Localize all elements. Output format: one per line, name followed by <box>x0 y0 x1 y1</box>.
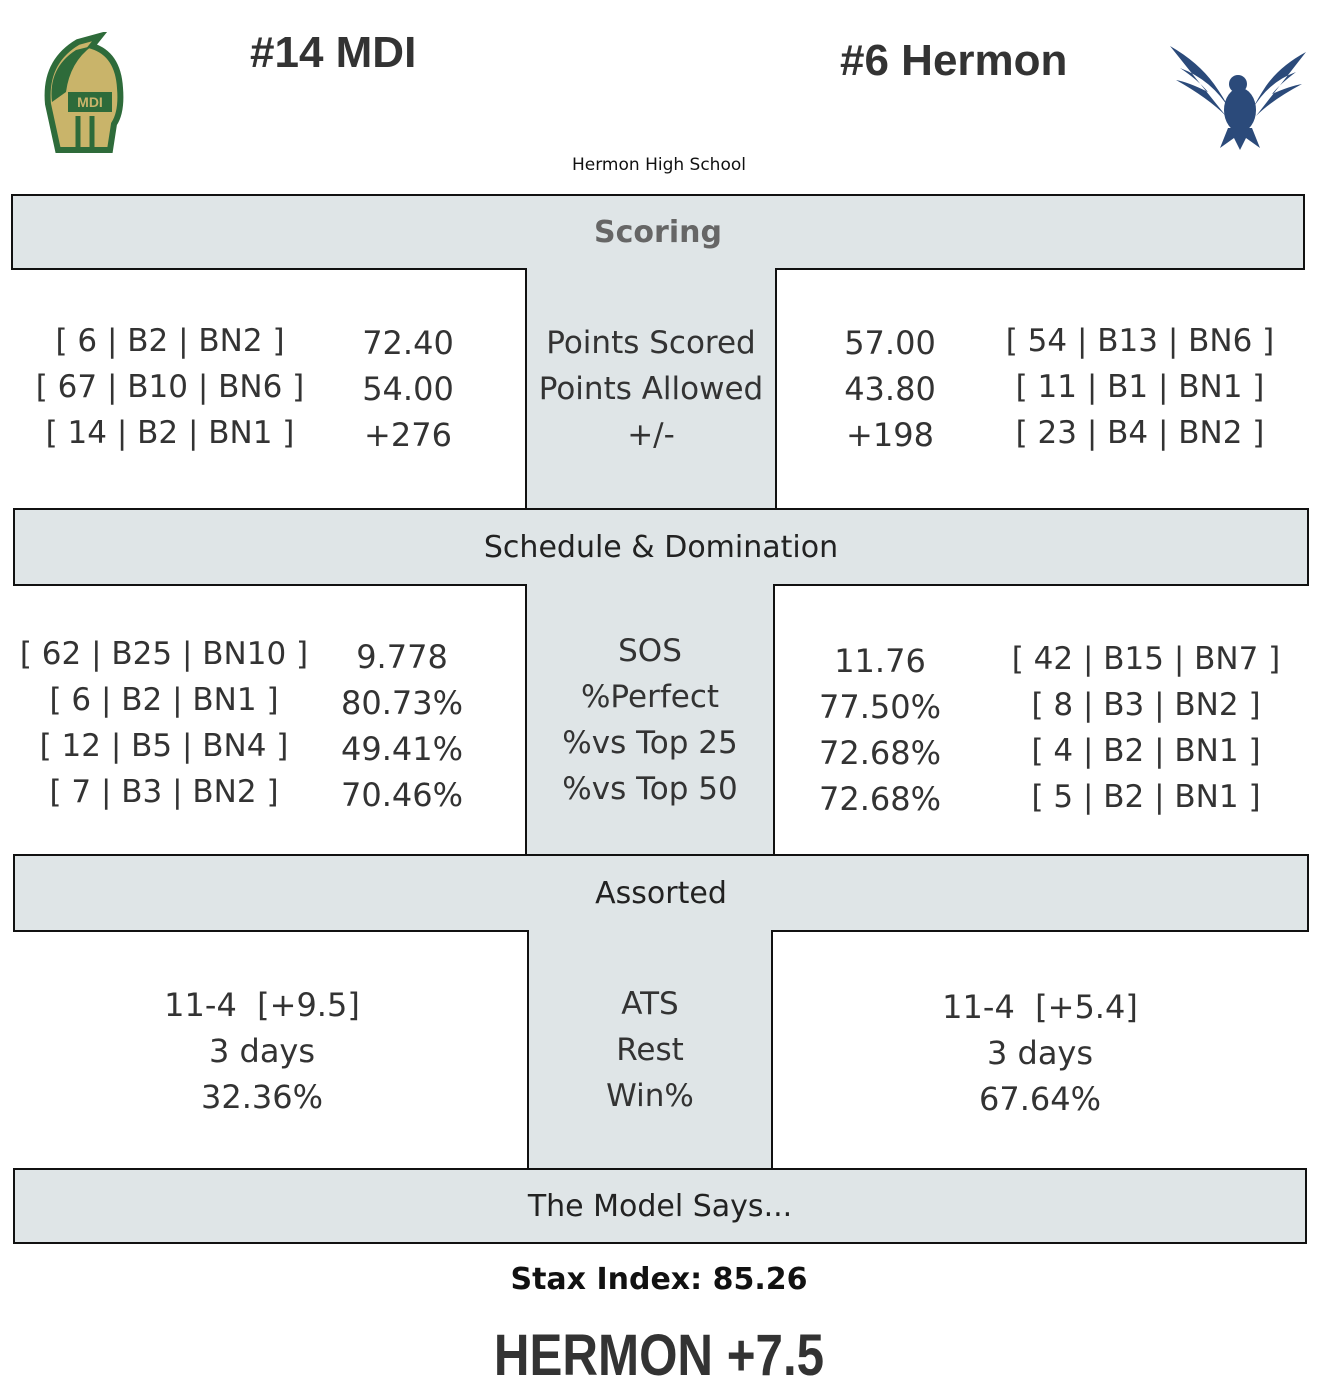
scoring-home-values <box>812 320 968 458</box>
ats-value: 11-4 [+5.4] <box>942 988 1138 1026</box>
label-vs-top50: %vs Top 50 <box>562 771 738 807</box>
label-sos: SOS <box>618 633 682 669</box>
schedule-away-values <box>322 634 482 818</box>
rank-cell: [ 23 | B4 | BN2 ] <box>1015 415 1265 451</box>
scoring-away-values <box>330 320 486 458</box>
rest-value: 3 days <box>208 1032 316 1070</box>
schedule-labels <box>525 584 775 856</box>
model-header <box>13 1168 1307 1244</box>
win-pct-value: 67.64% <box>978 1080 1101 1118</box>
value-cell: 57.00 <box>844 324 936 362</box>
assorted-labels <box>527 930 773 1170</box>
rank-cell: [ 6 | B2 | BN1 ] <box>49 682 279 718</box>
rank-cell: [ 7 | B3 | BN2 ] <box>49 774 279 810</box>
schedule-title: Schedule & Domination <box>483 529 839 565</box>
value-cell: +198 <box>846 416 934 454</box>
value-cell: 72.68% <box>818 734 941 772</box>
rank-cell: [ 6 | B2 | BN2 ] <box>55 323 285 359</box>
label-rest: Rest <box>616 1032 684 1068</box>
mdi-spartan-logo <box>30 32 130 160</box>
stax-index: Stax Index: 85.26 <box>510 1262 808 1297</box>
venue-label: Hermon High School <box>572 155 746 175</box>
rank-cell: [ 4 | B2 | BN1 ] <box>1031 733 1261 769</box>
label-plus-minus: +/- <box>627 417 675 453</box>
rank-cell: [ 11 | B1 | BN1 ] <box>1015 369 1265 405</box>
value-cell: 72.68% <box>818 780 941 818</box>
value-cell: 70.46% <box>340 776 463 814</box>
scoring-title: Scoring <box>594 214 722 250</box>
value-cell: 54.00 <box>362 370 454 408</box>
label-points-scored: Points Scored <box>546 325 756 361</box>
schedule-away-ranks <box>14 631 314 815</box>
rank-cell: [ 8 | B3 | BN2 ] <box>1031 687 1261 723</box>
scoring-home-ranks <box>990 318 1290 456</box>
assorted-header <box>13 854 1309 932</box>
value-cell: 49.41% <box>340 730 463 768</box>
rank-cell: [ 14 | B2 | BN1 ] <box>45 415 295 451</box>
mdi-logo-text: MDI <box>77 94 103 110</box>
value-cell: 80.73% <box>340 684 463 722</box>
win-pct-value: 32.36% <box>200 1078 323 1116</box>
scoring-labels <box>525 268 777 510</box>
rank-cell: [ 62 | B25 | BN10 ] <box>19 636 309 672</box>
rank-cell: [ 42 | B15 | BN7 ] <box>1011 641 1281 677</box>
label-win-pct: Win% <box>606 1078 694 1114</box>
value-cell: 77.50% <box>818 688 941 726</box>
label-ats: ATS <box>621 986 679 1022</box>
value-cell: 72.40 <box>362 324 454 362</box>
model-title: The Model Says... <box>527 1188 793 1224</box>
rank-cell: [ 54 | B13 | BN6 ] <box>1005 323 1275 359</box>
ats-value: 11-4 [+9.5] <box>164 986 360 1024</box>
value-cell: 43.80 <box>844 370 936 408</box>
value-cell: +276 <box>364 416 452 454</box>
model-pick: HERMON +7.5 <box>493 1323 825 1388</box>
rest-value: 3 days <box>986 1034 1094 1072</box>
rank-cell: [ 5 | B2 | BN1 ] <box>1031 779 1261 815</box>
assorted-home-values <box>890 984 1190 1122</box>
schedule-home-values <box>800 638 960 822</box>
rank-cell: [ 12 | B5 | BN4 ] <box>39 728 289 764</box>
scoring-header <box>11 194 1305 270</box>
label-vs-top25: %vs Top 25 <box>562 725 738 761</box>
rank-cell: [ 67 | B10 | BN6 ] <box>35 369 305 405</box>
schedule-home-ranks <box>996 636 1296 820</box>
label-perfect: %Perfect <box>580 679 720 715</box>
hermon-eagle-logo <box>1168 40 1308 152</box>
value-cell: 11.76 <box>834 642 926 680</box>
scoring-away-ranks <box>20 318 320 456</box>
schedule-header <box>13 508 1309 586</box>
assorted-away-values <box>112 982 412 1120</box>
away-team-name: #14 MDI <box>250 28 417 77</box>
home-team-name: #6 Hermon <box>840 36 1068 85</box>
assorted-title: Assorted <box>595 875 727 911</box>
label-points-allowed: Points Allowed <box>538 371 764 407</box>
value-cell: 9.778 <box>356 638 448 676</box>
